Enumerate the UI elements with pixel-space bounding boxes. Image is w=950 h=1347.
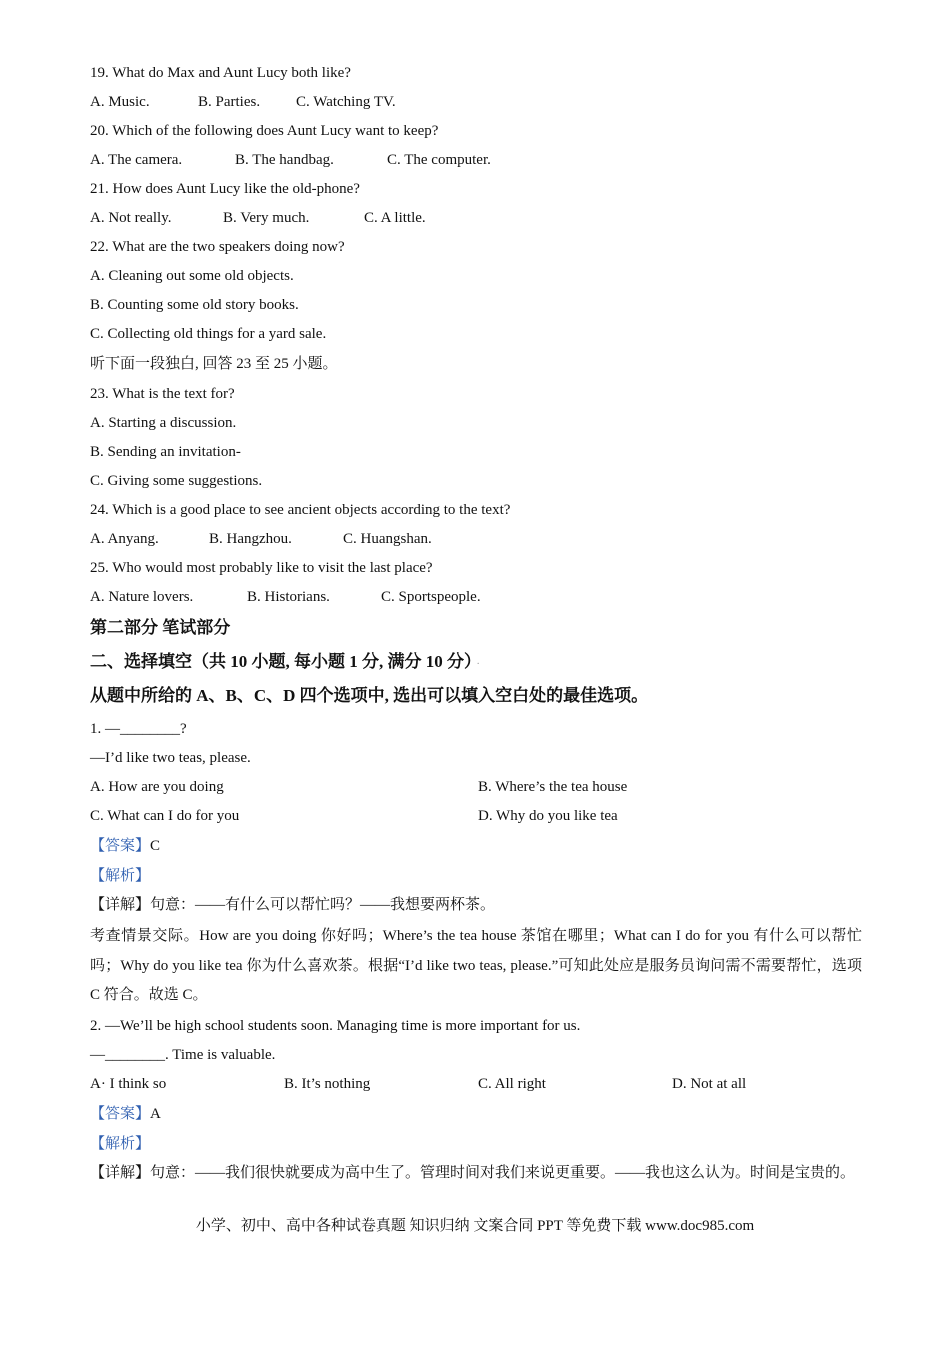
q19-option-a: A. Music.: [90, 94, 150, 110]
section-title: [90, 652, 480, 675]
detail-tag: 【详解】: [90, 1165, 151, 1181]
analysis-tag: 【解析】: [90, 868, 151, 884]
written-q1-option-d: D. Why do you like tea: [478, 808, 618, 824]
question-25: 25. Who would most probably like to visit the last place?: [90, 560, 433, 576]
written-q1-answer: [90, 836, 160, 856]
q24-option-c: C. Huangshan.: [343, 531, 432, 547]
written-q2-option-b: B. It’s nothing: [284, 1076, 371, 1092]
question-23: 23. What is the text for?: [90, 386, 235, 402]
section-directions: 从题中所给的 A、B、C、D 四个选项中, 选出可以填入空白处的最佳选项。: [90, 686, 649, 705]
question-20: 20. Which of the following does Aunt Lucy want to keep?: [90, 123, 439, 139]
written-q2-option-c: C. All right: [478, 1076, 546, 1092]
written-q2-analysis: [90, 1134, 150, 1154]
detail-text: 句意：——我们很快就要成为高中生了。管理时间对我们来说更重要。——我也这么认为。时间是宝贵的。: [150, 1165, 856, 1181]
written-q1-option-c: C. What can I do for you: [90, 808, 240, 824]
question-24: 24. Which is a good place to see ancient objects according to the text?: [90, 502, 511, 518]
written-q2-detail: [90, 1159, 862, 1189]
answer-tag: 【答案】: [90, 838, 151, 854]
q22-option-b: B. Counting some old story books.: [90, 297, 299, 313]
q23-option-a: A. Starting a discussion.: [90, 415, 237, 431]
q22-option-c: C. Collecting old things for a yard sale.: [90, 326, 327, 342]
q21-option-c: C. A little.: [364, 210, 426, 226]
written-q1-analysis: [90, 866, 150, 886]
question-22: 22. What are the two speakers doing now?: [90, 239, 345, 255]
section-mark: ·: [476, 659, 480, 670]
written-q1-option-b: B. Where’s the tea house: [478, 779, 628, 795]
answer-tag: 【答案】: [90, 1106, 151, 1122]
written-q2-stem: 2. —We’ll be high school students soon. Managing time is more important for us.: [90, 1018, 581, 1034]
analysis-tag: 【解析】: [90, 1136, 151, 1152]
written-q1-explanation: 考查情景交际。How are you doing 你好吗；Where’s the tea house 茶馆在哪里；What can I do for you 有什么可以帮忙吗；Why do you like tea 你为什么喜欢茶。根据“I’d like two teas, please.”可知此处应是服务员询问需不需要帮忙，选项 C 符合。故选 C。: [90, 928, 862, 1003]
detail-text: 句意：——有什么可以帮忙吗？——我想要两杯茶。: [150, 897, 496, 913]
written-q1-reply: —I’d like two teas, please.: [90, 750, 251, 766]
detail-tag: 【详解】: [90, 897, 151, 913]
q20-option-a: A. The camera.: [90, 152, 183, 168]
q23-option-c: C. Giving some suggestions.: [90, 473, 263, 489]
part-title: 第二部分 笔试部分: [90, 618, 231, 637]
q25-option-c: C. Sportspeople.: [381, 589, 481, 605]
q23-option-b: B. Sending an invitation-: [90, 444, 241, 460]
q21-option-a: A. Not really.: [90, 210, 172, 226]
question-21: 21. How does Aunt Lucy like the old-phone?: [90, 181, 360, 197]
listening-instruction: 听下面一段独白, 回答 23 至 25 小题。: [90, 356, 338, 372]
written-q2-answer: [90, 1104, 161, 1124]
q22-option-a: A. Cleaning out some old objects.: [90, 268, 294, 284]
q19-option-c: C. Watching TV.: [296, 94, 396, 110]
q24-option-a: A. Anyang.: [90, 531, 159, 547]
written-q1-stem: 1. —________?: [90, 721, 187, 737]
answer-value: C: [150, 838, 161, 854]
written-q2-reply: —________. Time is valuable.: [90, 1047, 276, 1063]
page-footer: 小学、初中、高中各种试卷真题 知识归纳 文案合同 PPT 等免费下载 www.doc985.com: [195, 1218, 755, 1234]
section-title-text: 二、选择填空（共 10 小题, 每小题 1 分, 满分 10 分）: [90, 652, 473, 671]
written-q2-option-d: D. Not at all: [672, 1076, 747, 1092]
answer-value: A: [150, 1106, 161, 1122]
written-q1-detail: [90, 895, 495, 915]
q19-option-b: B. Parties.: [198, 94, 261, 110]
written-q2-option-a: A· I think so: [90, 1076, 167, 1092]
q20-option-c: C. The computer.: [387, 152, 491, 168]
q20-option-b: B. The handbag.: [235, 152, 334, 168]
q24-option-b: B. Hangzhou.: [209, 531, 292, 547]
question-19: 19. What do Max and Aunt Lucy both like?: [90, 65, 351, 81]
q21-option-b: B. Very much.: [223, 210, 310, 226]
written-q1-option-a: A. How are you doing: [90, 779, 224, 795]
q25-option-a: A. Nature lovers.: [90, 589, 194, 605]
q25-option-b: B. Historians.: [247, 589, 330, 605]
